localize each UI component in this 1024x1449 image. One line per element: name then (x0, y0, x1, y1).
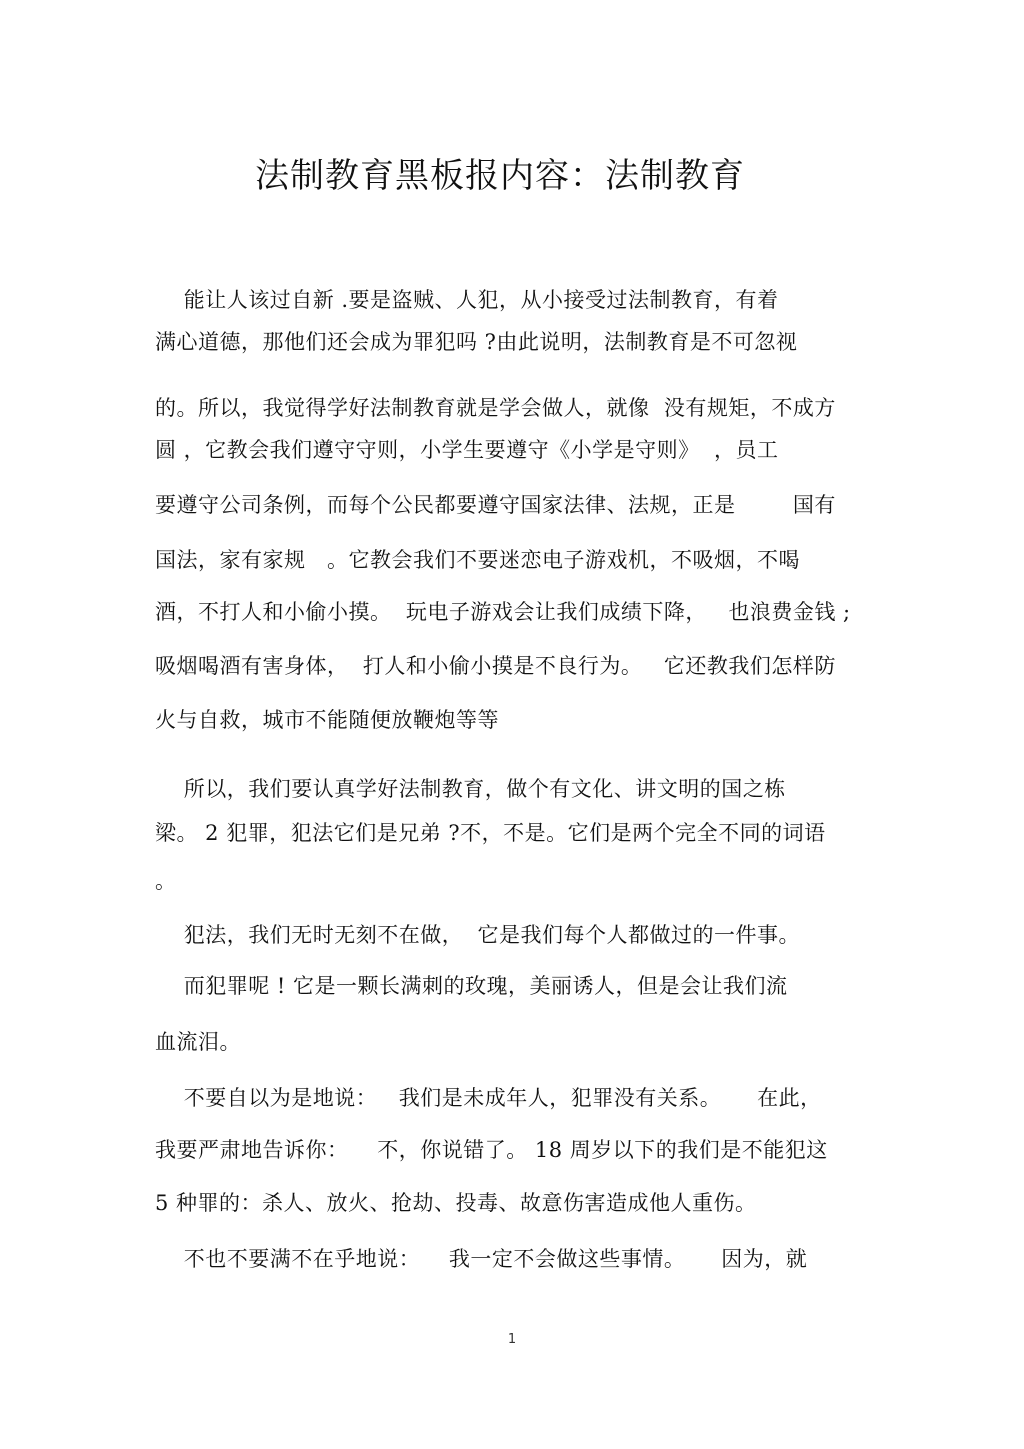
text-line: 火与自救，城市不能随便放鞭炮等等 (155, 708, 499, 732)
document-title: 法制教育黑板报内容：法制教育 (255, 156, 745, 196)
text-line: 我要严肃地告诉你： 不，你说错了。 18 周岁以下的我们是不能犯这 (155, 1138, 828, 1162)
text-line: 血流泪。 (155, 1030, 241, 1054)
text-line: 不也不要满不在乎地说： 我一定不会做这些事情。 因为，就 (155, 1247, 808, 1271)
text-line: 不要自以为是地说： 我们是未成年人，犯罪没有关系。 在此， (155, 1086, 822, 1110)
text-line: 而犯罪呢 ! 它是一颗长满刺的玫瑰，美丽诱人，但是会让我们流 (155, 974, 788, 998)
text-line: 犯法，我们无时无刻不在做， 它是我们每个人都做过的一件事。 (155, 923, 801, 947)
text-line: 5 种罪的：杀人、放火、抢劫、投毒、故意伤害造成他人重伤。 (155, 1191, 757, 1215)
page-number: 1 (507, 1332, 517, 1347)
text-line: 吸烟喝酒有害身体， 打人和小偷小摸是不良行为。 它还教我们怎样防 (155, 654, 836, 678)
text-line: 能让人该过自新 .要是盗贼、人犯，从小接受过法制教育，有着 (155, 288, 779, 312)
text-line: 。 (155, 869, 177, 893)
text-line: 要遵守公司条例，而每个公民都要遵守国家法律、法规，正是 国有 (155, 493, 836, 517)
text-line: 酒，不打人和小偷小摸。 玩电子游戏会让我们成绩下降， 也浪费金钱 ; (155, 600, 851, 624)
text-line: 所以，我们要认真学好法制教育，做个有文化、讲文明的国之栋 (155, 777, 786, 801)
text-line: 梁。 2 犯罪，犯法它们是兄弟 ?不，不是。它们是两个完全不同的词语 (155, 821, 826, 845)
text-line: 圆 ，它教会我们遵守守则，小学生要遵守《小学是守则》 ，员工 (155, 438, 779, 462)
text-line: 的。所以，我觉得学好法制教育就是学会做人，就像 没有规矩，不成方 (155, 396, 836, 420)
text-line: 国法，家有家规 。它教会我们不要迷恋电子游戏机，不吸烟，不喝 (155, 548, 801, 572)
text-line: 满心道德，那他们还会成为罪犯吗 ?由此说明，法制教育是不可忽视 (155, 330, 798, 354)
